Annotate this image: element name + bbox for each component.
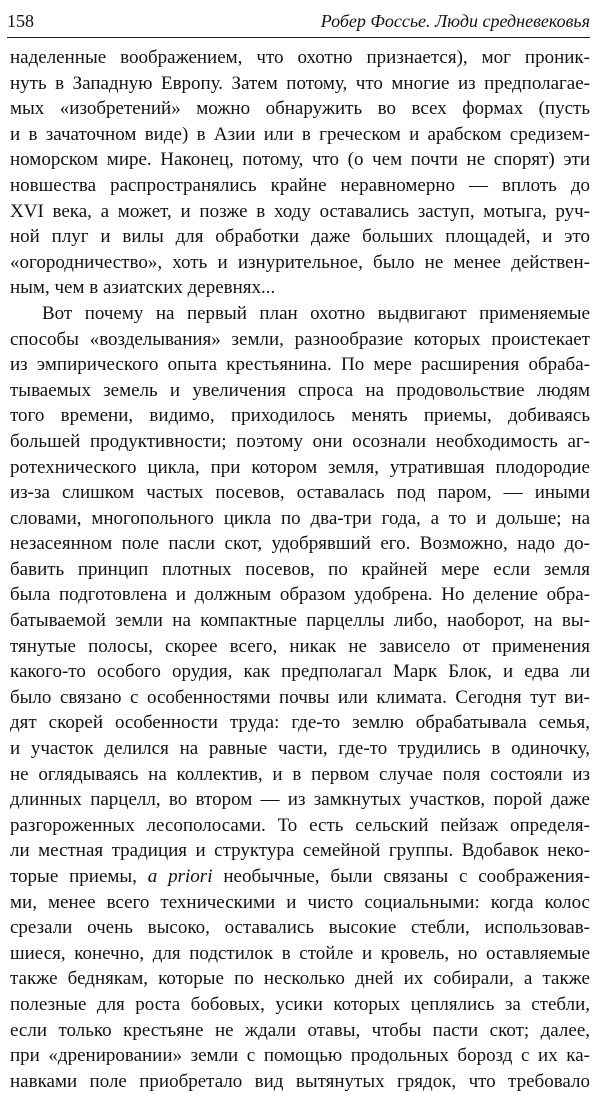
italic-phrase: a priori [147, 866, 213, 887]
text-line: нуть в Западную Европу. Затем потому, что многие из предполагае- [10, 72, 590, 94]
text-line: полезные для роста бобовых, усики которых цеплялись за стебли, [10, 993, 590, 1015]
header-rule [7, 37, 590, 38]
text-line: того времени, видимо, приходилось менять приемы, добиваясь [10, 405, 590, 427]
text-line: способы «возделывания» земли, разнообразие которых проистекает [10, 328, 590, 350]
text-line: длинных парцелл, во втором — из замкнутых участков, порой даже [10, 789, 590, 811]
text-line: и участок делился на равные части, где-то трудились в одиночку, [10, 738, 590, 760]
text-line: срезали очень высоко, оставались высокие стебли, использовав- [10, 917, 590, 939]
text-line: дят скорей особенности труда: где-то землю обрабатывала семья, [10, 712, 590, 734]
text-line: незасеянном поле пасли скот, удобрявший его. Возможно, надо до- [10, 533, 590, 555]
text-fragment: торые приемы, [10, 866, 148, 887]
text-fragment: необычные, были связаны с соображения- [212, 866, 590, 887]
text-line: ли местная традиция и структура семейной группы. Вдобавок неко- [10, 840, 590, 862]
text-line [10, 864, 590, 890]
text-line: шиеся, конечно, для подстилок в стойле и кровель, но оставляемые [10, 942, 590, 964]
body-text [10, 45, 590, 1094]
text-line: ротехнического цикла, при котором земля, утратившая плодородие [10, 456, 590, 478]
text-line: если только крестьяне не ждали отавы, чтобы пасти скот; далее, [10, 1019, 590, 1041]
text-line: новшества распространялись крайне неравномерно — вплоть до [10, 174, 590, 196]
running-title: Робер Фоссье. Люди средневековья [320, 11, 590, 31]
text-line: тываемых земель и увеличения спроса на продовольствие людям [10, 379, 590, 401]
text-line: словами, многопольного цикла по два-три года, а то и дольше; на [10, 507, 590, 529]
text-line: ми, менее всего техническими и чисто социальными: когда колос [10, 891, 590, 913]
text-line: XVI века, а может, и позже в ходу оставались заступ, мотыга, руч- [10, 200, 590, 222]
text-line: номорском мире. Наконец, потому, что (о чем почти не спорят) эти [10, 149, 590, 171]
text-line: батываемой земли на компактные парцеллы либо, наоборот, на вы- [10, 610, 590, 632]
page-header [7, 8, 590, 34]
text-line: из-за слишком частых посевов, оставалась под паром, — иными [10, 482, 590, 504]
text-line: была подготовлена и должным образом удобрена. Но деление обра- [10, 584, 590, 606]
text-line: разгороженных лесополосами. То есть сельский пейзаж определя- [10, 814, 590, 836]
text-line: большей продуктивности; поэтому они осознали необходимость аг- [10, 430, 590, 452]
paragraph-2 [10, 301, 590, 1094]
text-line: наделенные воображением, что охотно признается), мог проник- [10, 47, 590, 68]
text-line: бавить принцип плотных посевов, по крайней мере если земля [10, 558, 590, 580]
text-line: тянутые полосы, скорее всего, никак не зависело от применения [10, 635, 590, 657]
text-line: навками поле приобретало вид вытянутых грядок, что требовало [10, 1070, 590, 1092]
text-line: Вот почему на первый план охотно выдвигают применяемые [42, 302, 590, 324]
text-line: не оглядываясь на коллектив, и в первом случае поля состояли из [10, 763, 590, 785]
text-line: ным, чем в азиатских деревнях... [10, 277, 276, 299]
paragraph-1 [10, 45, 590, 301]
text-line: ной плуг и вилы для обработки даже больших площадей, и это [10, 226, 590, 248]
text-line: было связано с особенностями почвы или климата. Сегодня тут ви- [10, 686, 590, 708]
text-line: при «дренировании» земли с помощью продольных борозд с их ка- [10, 1045, 590, 1067]
text-line: и в зачаточном виде) в Азии или в греческом и арабском средизем- [10, 123, 590, 145]
page-number: 158 [7, 11, 34, 31]
text-line: «огородничество», хоть и изнурительное, было не менее действен- [10, 251, 590, 273]
text-line: из эмпирического опыта крестьянина. По мере расширения обраба- [10, 354, 590, 376]
text-line: мых «изобретений» можно обнаружить во всех формах (пусть [10, 98, 590, 120]
text-line: какого-то особого орудия, как предполагал Марк Блок, и едва ли [10, 661, 590, 683]
text-line: также беднякам, которые по несколько дней их собирали, а также [10, 968, 590, 990]
